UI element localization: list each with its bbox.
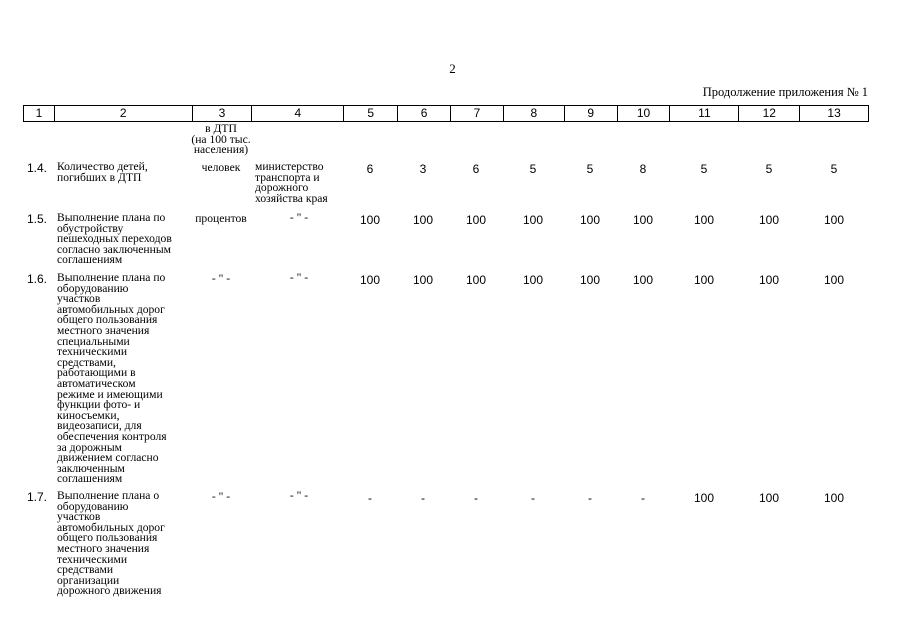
- value-year-col-12: 100: [758, 213, 780, 227]
- header-cell-4: 4: [251, 106, 343, 121]
- value-year-col-9: -: [588, 491, 592, 505]
- value-year-col-9: 5: [586, 162, 594, 176]
- value-year-col-5: 6: [366, 162, 374, 176]
- responsible-executor: - " -: [289, 489, 309, 502]
- header-cell-13: 13: [799, 106, 868, 121]
- value-year-col-5: 100: [359, 213, 381, 227]
- responsible-executor: - " -: [289, 271, 309, 284]
- header-cell-1: 1: [35, 106, 43, 120]
- value-year-col-6: -: [421, 491, 425, 505]
- value-year-col-10: 100: [632, 273, 654, 287]
- carried-over-unit-text: в ДТП (на 100 тыс. населения): [191, 122, 251, 157]
- value-year-col-11: 100: [693, 491, 715, 505]
- page-number: 2: [449, 61, 456, 76]
- value-year-col-6: 100: [412, 273, 434, 287]
- value-year-col-7: 6: [472, 162, 480, 176]
- indicator-name: Выполнение плана о оборудованию участков автомобильных дорог общего пользования местного значения техническими средствами организации дорожного движения: [57, 489, 165, 598]
- header-cell-8: 8: [503, 106, 564, 121]
- value-year-col-8: 100: [522, 213, 544, 227]
- value-year-col-13: 100: [823, 491, 845, 505]
- row-number: 1.6.: [26, 272, 47, 286]
- value-year-col-13: 5: [830, 162, 838, 176]
- header-cell-3: 3: [192, 106, 252, 121]
- indicator-name: Выполнение плана по оборудованию участков автомобильных дорог общего пользования местного значения специальными техническими средствами, работающими в автоматическом режиме и имеющими функции фото- и киносъемки, видеозаписи, для обеспечения контроля за дорожным движением согласно заключенным соглашениям: [57, 271, 167, 486]
- value-year-col-6: 3: [419, 162, 427, 176]
- value-year-col-9: 100: [579, 213, 601, 227]
- table-header-row: [23, 105, 869, 122]
- value-year-col-6: 100: [412, 213, 434, 227]
- value-year-col-5: 100: [359, 273, 381, 287]
- unit-of-measure: человек: [201, 161, 241, 174]
- responsible-executor: - " -: [289, 211, 309, 224]
- value-year-col-8: -: [531, 491, 535, 505]
- value-year-col-12: 100: [758, 491, 780, 505]
- header-cell-12: 12: [738, 106, 799, 121]
- row-number: 1.5.: [26, 212, 47, 226]
- value-year-col-13: 100: [823, 213, 845, 227]
- header-cell-9: 9: [564, 106, 617, 121]
- value-year-col-10: 8: [639, 162, 647, 176]
- value-year-col-7: 100: [465, 213, 487, 227]
- indicator-name: Количество детей, погибших в ДТП: [57, 160, 148, 184]
- value-year-col-10: -: [641, 491, 645, 505]
- value-year-col-12: 5: [765, 162, 773, 176]
- unit-of-measure: - " -: [211, 272, 231, 285]
- value-year-col-9: 100: [579, 273, 601, 287]
- row-number: 1.4.: [26, 161, 47, 175]
- header-cell-6: 6: [397, 106, 450, 121]
- indicator-name: Выполнение плана по обустройству пешеходных переходов согласно заключенным соглашениям: [57, 211, 172, 267]
- value-year-col-12: 100: [758, 273, 780, 287]
- header-cell-7: 7: [450, 106, 503, 121]
- value-year-col-11: 5: [700, 162, 708, 176]
- row-number: 1.7.: [26, 490, 47, 504]
- unit-of-measure: - " -: [211, 490, 231, 503]
- unit-of-measure: процентов: [195, 212, 247, 225]
- responsible-executor: министерство транспорта и дорожного хозяйства края: [255, 160, 328, 205]
- appendix-continuation-note: Продолжение приложения № 1: [702, 85, 868, 99]
- value-year-col-8: 100: [522, 273, 544, 287]
- value-year-col-11: 100: [693, 213, 715, 227]
- header-cell-2: 2: [54, 106, 192, 121]
- header-cell-5: 5: [343, 106, 397, 121]
- value-year-col-10: 100: [632, 213, 654, 227]
- value-year-col-13: 100: [823, 273, 845, 287]
- header-cell-11: 11: [669, 106, 738, 121]
- value-year-col-8: 5: [529, 162, 537, 176]
- value-year-col-7: 100: [465, 273, 487, 287]
- header-cell-10: 10: [617, 106, 670, 121]
- value-year-col-5: -: [368, 491, 372, 505]
- value-year-col-11: 100: [693, 273, 715, 287]
- value-year-col-7: -: [474, 491, 478, 505]
